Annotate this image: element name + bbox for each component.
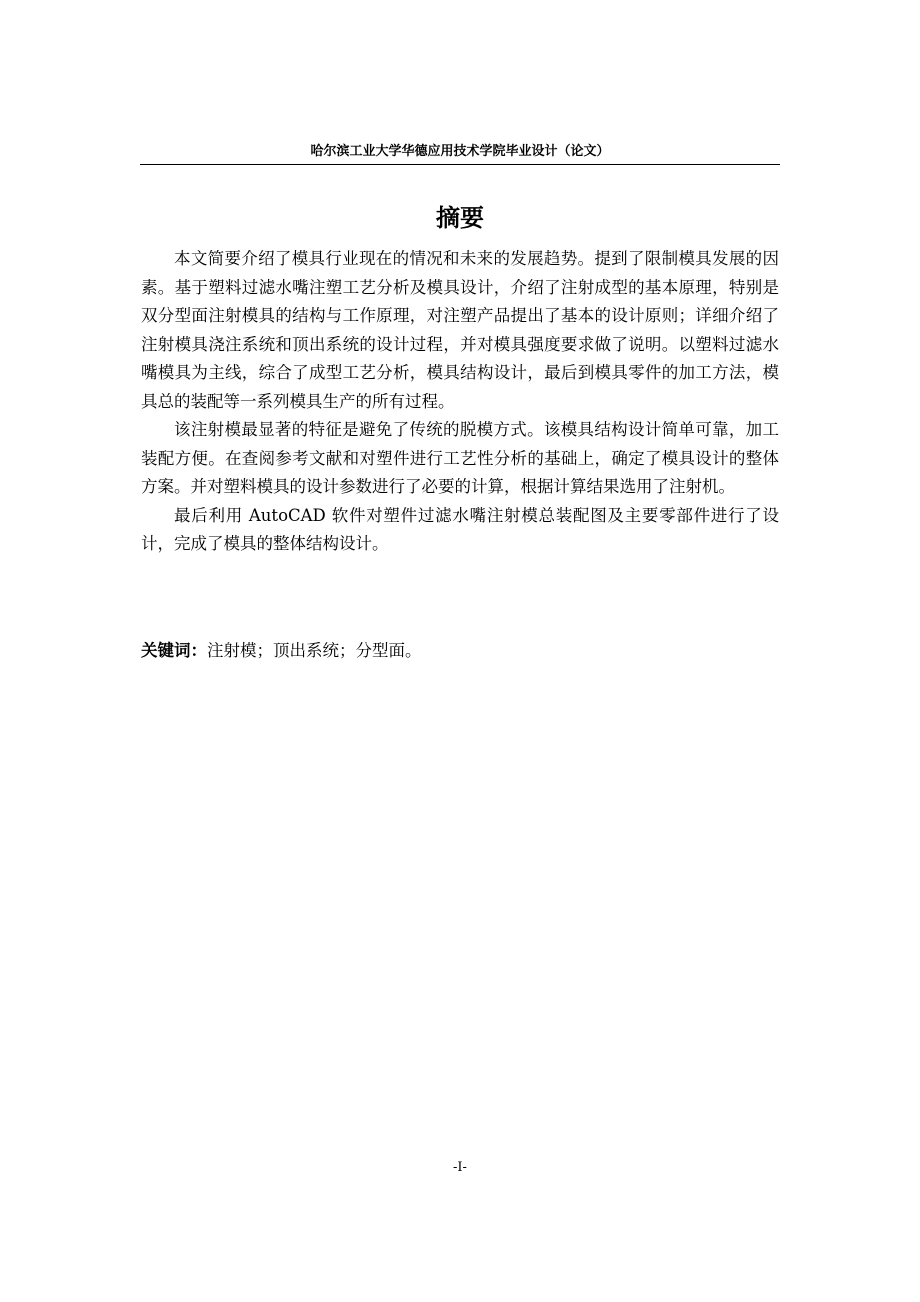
running-header (140, 140, 780, 165)
keywords-text: 注射模；顶出系统；分型面。 (207, 641, 422, 660)
abstract-title: 摘要 (436, 204, 484, 232)
running-header-title: 哈尔滨工业大学华德应用技术学院毕业设计（论文） (310, 144, 610, 159)
keywords-label: 关键词： (141, 641, 207, 660)
abstract-paragraph-3: 最后利用 AutoCAD 软件对塑件过滤水嘴注射模总装配图及主要零部件进行了设计，完成了模具的整体结构设计。 (141, 505, 779, 553)
abstract-body (141, 245, 779, 559)
abstract-paragraph-2: 该注射模最显著的特征是避免了传统的脱模方式。该模具结构设计简单可靠，加工装配方便。在查阅参考文献和对塑件进行工艺性分析的基础上，确定了模具设计的整体方案。并对塑料模具的设计参数进行了必要的计算，根据计算结果选用了注射机。 (141, 420, 779, 496)
page-number: -I- (453, 1160, 467, 1175)
keywords-line (141, 637, 779, 666)
abstract-paragraph-1: 本文简要介绍了模具行业现在的情况和未来的发展趋势。提到了限制模具发展的因素。基于塑料过滤水嘴注塑工艺分析及模具设计，介绍了注射成型的基本原理，特别是双分型面注射模具的结构与工作原理，对注塑产品提出了基本的设计原则；详细介绍了注射模具浇注系统和顶出系统的设计过程，并对模具强度要求做了说明。以塑料过滤水嘴模具为主线，综合了成型工艺分析，模具结构设计，最后到模具零件的加工方法，模具总的装配等一系列模具生产的所有过程。 (141, 249, 779, 411)
